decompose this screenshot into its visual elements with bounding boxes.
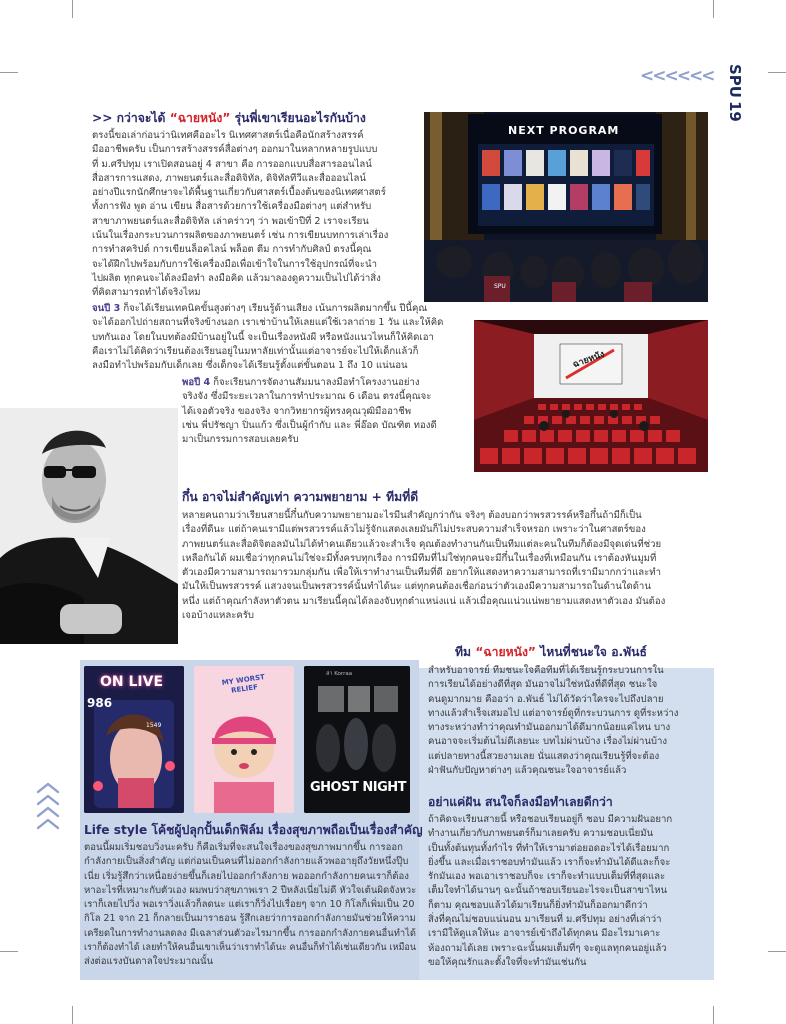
paragraph-line: บทกันเอง โดยในบทต้องมีบ้านอยู่ในนี้ จะเป็นเรื่องหนังผี หรือหนังแนวไหนก็ให้คิดเอา — [92, 331, 434, 343]
paragraph-line: เหลือกันได้ ผมเชื่อว่าทุกคนไม่ใช่จะมีทั้งครบทุกเรื่อง การมีทีมที่ไม่ใช่ทุกคนจะมีกึ๋นในเรื่องที่เหมือนกัน เราต้องหันมูมที่ — [182, 552, 657, 564]
crop-mark — [768, 951, 786, 952]
year4-lead: พอปี 4 — [182, 377, 211, 388]
poster-on-live-count: 986 — [87, 696, 113, 710]
year3-lead: จนปี 3 — [92, 303, 121, 314]
paragraph-line: หลายคนถามว่าเรียนสายนี้กึ๋นกับความพยายามอะไรมีนสำคัญกว่ากัน จริงๆ ต้องบอกว่าพรสวรรค์หรือกึ๋นถ้ามีก็เป็น — [182, 510, 642, 521]
section-effort-heading: กึ๋น อาจไม่สำคัญเท่า ความพยายาม + ทีมที่ดี — [182, 490, 419, 504]
cinema-lobby-illustration — [424, 112, 708, 302]
section-dream-body — [428, 813, 710, 970]
paragraph-line — [92, 302, 472, 316]
shirt-logo: SPU — [494, 283, 506, 290]
page-number-block — [722, 62, 746, 122]
paragraph-line: ถ้าคิดจะเรียนสายนี้ หรือชอบเรียนอยู่ก็ ชอบ มีความฝันอยาก — [428, 814, 673, 825]
paragraph-line: ส่งต่อแรงบันดาลใจประมาณนั้น — [84, 956, 214, 968]
crop-mark — [72, 1006, 73, 1024]
paragraph-line: เจอบ้างแหละครับ — [182, 610, 255, 622]
section-team-heading-prefix: ทีม — [455, 645, 476, 659]
section-study-heading-quote: “ฉายหนัง” — [169, 111, 231, 125]
paragraph-line: การทำสคริปต์ การเขียนล็อคไลน์ พล็อต ตีม การทำกับศิลป์ ตรงนี้คุณ — [92, 244, 372, 256]
crop-mark — [72, 0, 73, 18]
paragraph-line: เช่น พี่ปรัชญา ปิ่นแก้ว ซึ่งเป็นผู้กำกับ และ พี่อ๊อด บัณฑิต ทองดี — [182, 419, 437, 431]
paragraph-line: ทางแล้วสำเร็จเสมอไป แต่อาจารย์ดูที่กระบวนการ ดูที่ระหว่าง — [428, 707, 679, 719]
paragraph-line: สื่อสารการแสดง, ภาพยนตร์และสื่อดิจิทัล, ดิจิทัลทีวีและสื่อออนไลน์ — [92, 172, 366, 184]
paragraph-line: กิโล 21 จาก 21 ก็กลายเป็นมาราธอน รู้สึกเลยว่าการออกกำลังกายมันช่วยให้ความ — [84, 913, 416, 925]
paragraph-line: ขอให้คุณรักและตั้งใจที่จะทำมันเช่นกัน — [428, 956, 587, 968]
paragraph-line: ห้องถามได้เลย เพราะฉะนั้นผมเต็มที่ๆ จะดูแลทุกคนอยู่แล้ว — [428, 942, 667, 954]
year3-paragraph — [92, 302, 472, 373]
paragraph-line — [182, 376, 472, 390]
paragraph-line: ได้เจอตัวจริง ของจริง จากวิทยากรผู้ทรงคุณวุฒิมืออาชีพ — [182, 405, 412, 417]
section-study-heading — [92, 111, 422, 126]
lecturer-portrait-illustration — [0, 408, 178, 644]
section-lifestyle-heading: Life style โค้ชผู้ปลุกปั้นเด็กฟิล์ม เรื่องสุขภาพถือเป็นเรื่องสำคัญ — [84, 823, 423, 837]
paragraph-line: เป็นทั้งต้นทุนทั้งกำไร ที่ทำให้เรามาต่อยอดอะไรได้เรื่อยมาก — [428, 842, 670, 854]
crop-mark — [713, 1006, 714, 1024]
paragraph-line: ทำงานเกี่ยวกับภาพยนตร์ก็มาเลยครับ ความชอบเนี่ยมัน — [428, 828, 654, 840]
paragraph-line: แต่ปลายทางนี้สวยงามเลย นั่นแสดงว่าคุณเรียนรู้ที่จะต้อง — [428, 750, 660, 762]
section-study-heading-suffix: รุ่นพี่เขาเรียนอะไรกันบ้าง — [230, 111, 366, 125]
paragraph-line: กำลังกายเป็นสิ่งสำคัญ แต่ก่อนเป็นคนที่ไม่ออกกำลังกายแล้วพออายุถึงวัยหนึ่งปุ๊บ — [84, 856, 409, 868]
paragraph-line: ตัวเองมีความสามารถมารวมกลุ่มกัน เพื่อให้เราทำงานเป็นทีมที่ดี อยากให้แสดงหาความสามารถที่เรามีมากกว่าและทำ — [182, 567, 661, 579]
paragraph-line: ภาพยนตร์และสื่อดิจิตอลมันไม่ได้ทำคนเดียวแล้วจะสำเร็จ คุณต้องทำงานกันเป็นทีมแต่ละคนในทีมก็ต้องมีจุดเด่นที่ช่วย — [182, 538, 662, 550]
paragraph-line: จริงจัง ซึ่งมีระยะเวลาในการทำประมาณ 6 เดือน ตรงนี้คุณจะ — [182, 391, 432, 403]
paragraph-line: มาเป็นกรรมการสอบเลยครับ — [182, 434, 299, 446]
page-chevrons: <<<<<< — [640, 66, 714, 86]
paragraph-line: ทางระหว่างทำว่าคุณทำมันออกมาได้ดีมากน้อยแค่ไหน บาง — [428, 722, 671, 734]
paragraph-line: คนอาจจะเริ่มต้นไม่ดีเลยนะ บทไม่ผ่านบ้าง เรื่องไม่ผ่านบ้าง — [428, 736, 668, 748]
paragraph-line: จะได้ออกไปถ่ายสถานที่จริงข้างนอก เราเช่าบ้านให้เลยแต่ใช้เวลาถ่าย 1 วัน และให้คิด — [92, 317, 444, 329]
paragraph-line: หาอะไรที่เหมาะกับตัวเอง ผมพบว่าสุขภาพเรา 2 ปีหลังเนี่ยไม่ดี หัวใจเต้นผิดจังหวะ — [84, 884, 417, 896]
lecturer-portrait-photo — [0, 408, 178, 644]
poster-on-live-likes: 1549 — [146, 722, 162, 729]
crop-mark — [713, 0, 714, 18]
paragraph-line: ที่ ม.ศรีปทุม เราเปิดสอนอยู่ 4 สาขา คือ การออกแบบสื่อสารออนไลน์ — [92, 158, 372, 170]
poster-ghost-night-title: GHOST NIGHT — [310, 780, 406, 795]
poster-my-worst-relief — [194, 666, 294, 813]
year4-line-0: ก็จะเรียนการจัดงานสัมมนาลงมือทำโครงงานอย่าง — [210, 377, 420, 388]
paragraph-line: สำหรับอาจารย์ ทีมชนะใจคือทีมที่ได้เรียนรู้กระบวนการใน — [428, 665, 664, 676]
paragraph-line: มืออาชีพครับ เป็นการสร้างสรรค์สื่อต่างๆ ออกมาในหลากหลายรูปแบบ — [92, 144, 378, 156]
paragraph-line: ยิ่งขึ้น และเมื่อเราชอบทำมันแล้ว เราก็จะทำมันได้ดีและก็จะ — [428, 856, 671, 868]
paragraph-line: หนึ่ง แต่ถ้าคุณกำลังหาตัวตน มาเรียนนี้คุณได้ลองจับทุกตำแหน่งแน่ แล้วเมื่อคุณแน่วแน่พยายามแสดงหาตัวเอง มันต้อง — [182, 595, 666, 607]
paragraph-line: การเรียนได้อย่างดีที่สุด มันอาจไม่ใช่หนังที่ดีที่สุด ชนะใจ — [428, 679, 658, 691]
crop-mark — [0, 72, 18, 73]
poster-my-worst-title: MY WORST RELIEF — [221, 673, 266, 695]
section-team-body — [428, 664, 710, 778]
paragraph-line: ตรงนี้ขอเล่าก่อนว่านิเทศคืออะไร นิเทศศาสตร์เนื่อคือนักสร้างสรรค์ — [92, 130, 364, 141]
poster-on-live — [84, 666, 184, 813]
paragraph-line: ตอนนี้ผมเริ่มชอบวิ่งนะครับ ก็คือเริ่มที่จะสนใจเรื่องของสุขภาพมากขึ้น การออก — [84, 842, 403, 853]
theatre-hall-illustration — [474, 320, 708, 472]
paragraph-line: สิ่งที่คุณไม่ชอบแน่นอน มาเรียนที่ ม.ศรีปทุม อย่างที่เล่าว่า — [428, 914, 662, 926]
section-team-heading-quote: “ฉายหนัง” — [475, 645, 536, 659]
theatre-hall-photo — [474, 320, 708, 472]
paragraph-line: เรามีให้ดูแลให้นะ อาจารย์เข้าถึงได้ทุกคน มีอะไรมาเคาะ — [428, 928, 661, 940]
paragraph-line: สาขาภาพยนตร์และสื่อดิจิทัล เล่าคร่าวๆ ว่า พอเข้าปีที่ 2 เราจะเรียน — [92, 215, 369, 227]
section-dream-heading: อย่าแค่ฝัน สนใจก็ลงมือทำเลยดีกว่า — [428, 795, 613, 809]
screen-title-text: ฉายหนัง — [571, 349, 606, 371]
paragraph-line: ไปผลิต ทุกคนจะได้ลงมือทำ ลงมือคิด แล้วมาลองดูความเป็นไปได้ว่าสิ่ง — [92, 272, 381, 284]
paragraph-line: รักมันเอง พอเอาเราชอบก็จะ เราก็จะทำแบบเต็มที่ที่สุดและ — [428, 871, 666, 883]
paragraph-line: ลงมือทำไปพร้อมกับเด็กเลย ซึ่งเด็กจะได้เรียนรู้ตั้งแต่ขั้นตอน 1 ถึง 10 แน่นอน — [92, 360, 408, 372]
poster-ghost-night-tag: ล่า Korraa — [326, 671, 353, 677]
section-lifestyle-body — [84, 841, 416, 970]
paragraph-line: คือเราไม่ได้คิดว่าเรียนต้องเรียนอยู่ในมหาลัยเท่านั้นแต่อาจารย์จะไปให้เด็กแล้วก็ — [92, 345, 419, 357]
paragraph-line: จะได้ฝึกไปพร้อมกับการใช้เครื่องมือเพื่อเข้าใจในการใช้อุปกรณ์ที่จะนำ — [92, 258, 378, 270]
section-team-heading-suffix: ไหนที่ชนะใจ อ.พันธ์ — [535, 645, 647, 659]
paragraph-line: ฝ่าฟันกับปัญหาต่างๆ แล้วคุณชนะใจอาจารย์แล้ว — [428, 765, 627, 777]
paragraph-line: เครียดในการทำงานลดลง มีเฉลาส่วนตัวอะไรมากขึ้น การออกกำลังกายคนอื่นทำได้ — [84, 927, 416, 939]
section-team-heading — [455, 645, 647, 660]
paragraph-line: ก็ตาม คุณชอบแล้วได้มาเรียนก็ยิ่งทำมันก็ออกมาดีกว่า — [428, 899, 648, 911]
paragraph-line: อย่างปีแรกนักศึกษาจะได้พื้นฐานเกี่ยวกับศาสตร์เบื้องต้นของนิเทศศาสตร์ — [92, 187, 386, 199]
section-study-body — [92, 129, 418, 301]
year3-line-0: ก็จะได้เรียนเทคนิคขั้นสูงต่างๆ เรียนรู้ด้านเสียง เน้นการผลิตมากขึ้น ปีนี้คุณ — [120, 303, 428, 314]
cinema-lobby-photo — [424, 112, 708, 302]
paragraph-line: มันให้เป็นพรสวรรค์ แสวงจนเป็นพรสวรรค์นั้นทำได้นะ แต่ทุกคนต้องเชื่อก่อนว่าตัวเองมีความสามารถในด้านใดด้าน — [182, 581, 651, 593]
paragraph-line: ที่คิดสามารถทำได้จริงไหม — [92, 287, 201, 299]
paragraph-line: เราก็ต้องทำได้ เลยทำให้คนอื่นเขาเห็นว่าเราทำได้นะ คนอื่นก็ทำได้เช่นเดียวกัน เหมือน — [84, 942, 417, 954]
paragraph-line: ทั้งการฟัง พูด อ่าน เขียน สื่อสารด้วยการใช้เครื่องมือต่างๆ แต่สำหรับ — [92, 201, 372, 213]
paragraph-line: เน้นในเรื่องกระบวนการผลิตของภาพยนตร์ เช่น การเขียนบทการเล่าเรื่อง — [92, 230, 389, 242]
paragraph-line: เนี่ย เริ่มรู้สึกว่าเหนื่อยง่ายขึ้นก็เลยไปออกกำลังกาย พอออกกำลังกายคนเราก็ต้อง — [84, 870, 409, 882]
paragraph-line: คนดูมากมาย คืออว่า อ.พันธ์ ไม่ได้วัดว่าใครจะไปถึงปลาย — [428, 693, 664, 705]
side-chevrons-icon — [36, 780, 60, 842]
crop-mark — [768, 72, 786, 73]
cinema-sign-text: NEXT PROGRAM — [508, 124, 620, 137]
section-study-heading-prefix: >> กว่าจะได้ — [92, 111, 170, 125]
poster-on-live-title: ON LIVE — [100, 674, 164, 690]
paragraph-line: เราก็เลยไปวิ่ง พอเราวิ่งแล้วก็ลดนะ แต่เราก็วิ่งไปเรื่อยๆ จาก 10 กิโลก็เพิ่มเป็น 20 — [84, 899, 415, 911]
brand-logo-text: SPU — [726, 64, 744, 98]
paragraph-line: เรื่องที่ดีนะ แต่ถ้าคนเรามีแต่พรสวรรค์แล้วไม่รู้จักแสดงเลยมันก็ไม่ประสบความสำเร็จหรอก เพราะว่าในศาสตร์ของ — [182, 524, 646, 536]
paragraph-line: เต็มใจทำได้นานๆ ฉะนั้นถ้าชอบเรียนอะไรจะเป็นสาขาไหน — [428, 885, 668, 897]
section-effort-body — [182, 509, 712, 623]
page-number: 19 — [726, 100, 744, 122]
poster-ghost-night — [304, 666, 410, 813]
year4-paragraph — [182, 376, 472, 447]
crop-mark — [0, 951, 18, 952]
